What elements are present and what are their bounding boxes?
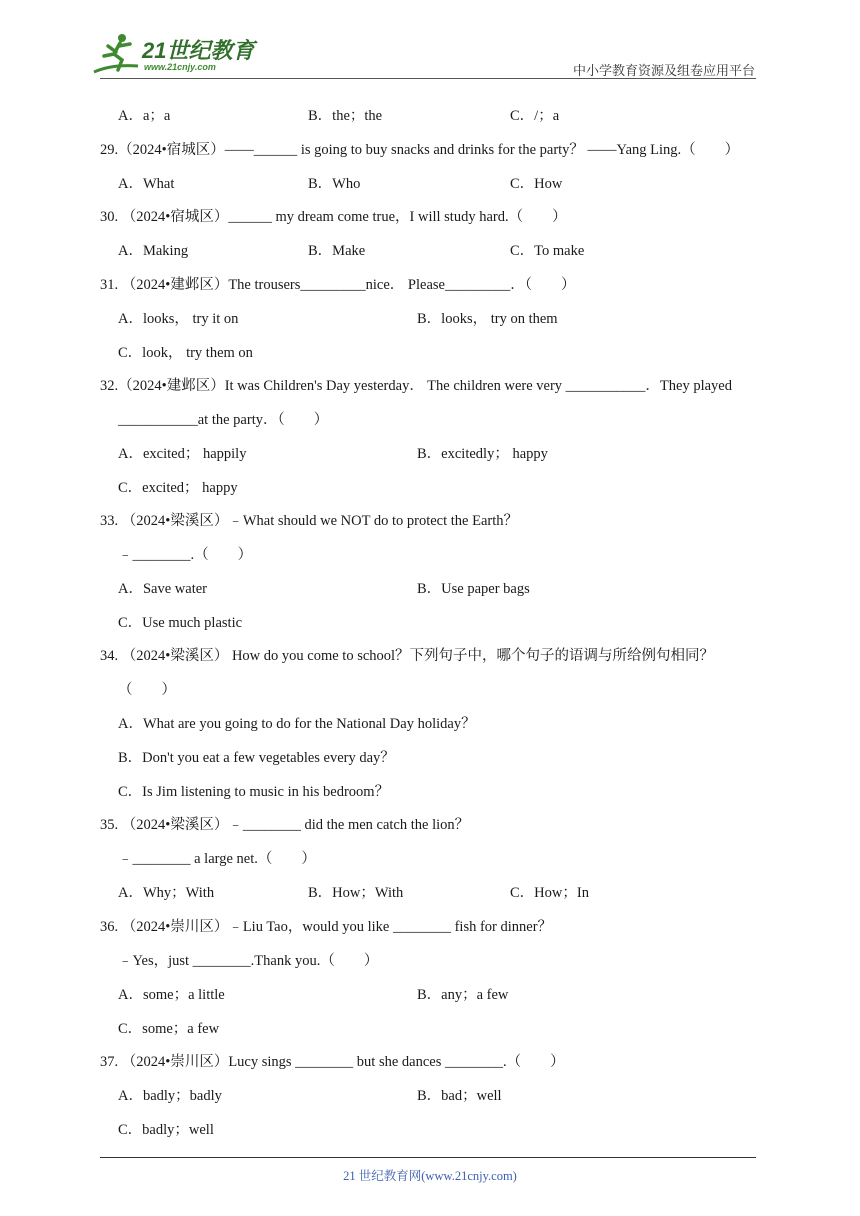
platform-name: 中小学教育资源及组卷应用平台 [572,64,755,79]
answer-option: C．some；a few [118,1021,220,1037]
running-man-icon [92,32,142,76]
question-stem: 30. （2024•宿城区）______ my dream come true，I will study hard.（ ） [100,209,567,225]
answer-option: C．/；a [510,108,560,124]
answer-option: B．Make [308,243,366,259]
answer-option: A．Why；With [118,885,215,901]
question-stem: 36. （2024•崇川区）﹣Liu Tao，would you like ________ fish for dinner？ [100,919,553,935]
answer-option: C．Is Jim listening to music in his bedroom？ [118,784,390,800]
answer-option: A．a；a [118,108,171,124]
question-stem: 34. （2024•梁溪区） How do you come to school？下列句子中，哪个句子的语调与所给例句相同？ [100,648,715,664]
question-stem: 32.（2024•建邺区）It was Children's Day yesterday． The children were very ___________．They played [100,378,732,394]
answer-option: A．badly；badly [118,1088,222,1104]
question-stem: 35. （2024•梁溪区）﹣________ did the men catch the lion？ [100,817,470,833]
question-continuation: ___________at the party．（ ） [118,412,329,428]
answer-option: C．look， try them on [118,345,253,361]
answer-option: B．Use paper bags [417,581,530,597]
answer-option: A．Making [118,243,189,259]
answer-option: B．excitedly； happy [417,446,548,462]
answer-option: B．the；the [308,108,383,124]
answer-option: B．How；With [308,885,404,901]
answer-option: B．Don't you eat a few vegetables every day？ [118,750,395,766]
question-stem: 37. （2024•崇川区）Lucy sings ________ but she dances ________.（ ） [100,1054,565,1070]
answer-option: C．How [510,176,563,192]
logo-url: www.21cnjy.com [144,62,216,72]
answer-option: A．looks， try it on [118,311,239,327]
answer-option: B．any；a few [417,987,509,1003]
answer-option: B．looks， try on them [417,311,558,327]
answer-option: C．To make [510,243,585,259]
answer-option: A．Save water [118,581,207,597]
answer-option: B．bad；well [417,1088,502,1104]
question-stem: 31. （2024•建邺区）The trousers_________nice． Please_________．（ ） [100,277,576,293]
site-logo [92,32,262,78]
answer-option: C．excited； happy [118,480,238,496]
answer-option: C．Use much plastic [118,615,243,631]
answer-option: A．What [118,176,175,192]
header-divider [100,78,756,79]
question-continuation: ﹣________.（ ） [118,547,253,563]
answer-option: A．excited； happily [118,446,247,462]
answer-option: B．Who [308,176,361,192]
answer-option: A．What are you going to do for the National Day holiday？ [118,716,476,732]
footer-divider [100,1157,756,1158]
logo-text: 21世纪教育 [142,38,255,63]
footer-text: 21 世纪教育网(www.21cnjy.com) [343,1169,517,1183]
answer-option: C．How；In [510,885,589,901]
question-continuation: ﹣________ a large net.（ ） [118,851,316,867]
page-header [0,0,860,82]
question-continuation: （ ） [118,682,176,698]
question-stem: 33. （2024•梁溪区）﹣What should we NOT do to protect the Earth？ [100,513,518,529]
answer-option: C．badly；well [118,1122,214,1138]
answer-option: A．some；a little [118,987,225,1003]
question-stem: 29.（2024•宿城区）——______ is going to buy snacks and drinks for the party？ ——Yang Ling.（ ） [100,142,740,158]
question-continuation: ﹣Yes，just ________.Thank you.（ ） [118,953,379,969]
